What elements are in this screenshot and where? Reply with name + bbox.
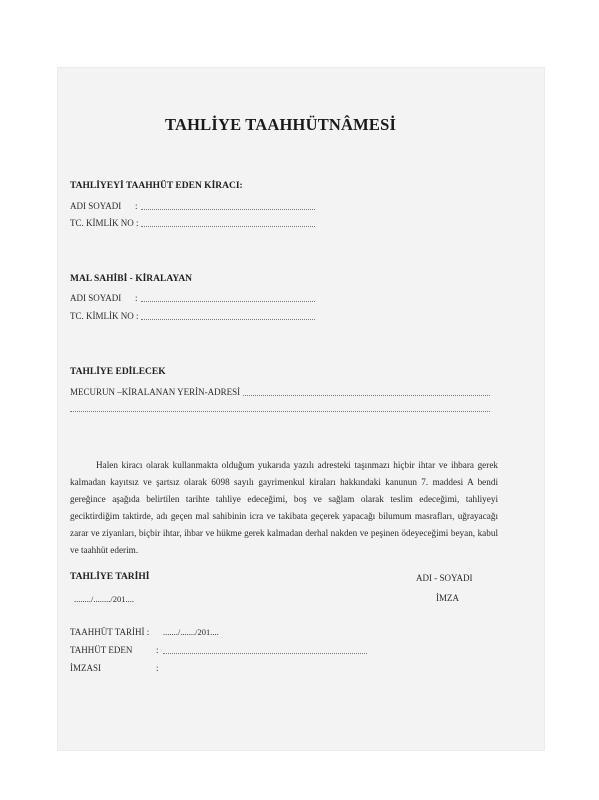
landlord-name-field[interactable] — [141, 301, 315, 302]
committed-by-label: TAHHÜT EDEN — [70, 645, 133, 655]
eviction-date-heading: TAHLİYE TARİHİ — [70, 572, 150, 582]
landlord-id-label: TC. KİMLİK NO : — [70, 311, 139, 321]
committed-by-separator: : — [156, 645, 159, 655]
property-address-field[interactable] — [243, 395, 490, 396]
commitment-date-value[interactable]: ......./......./201.... — [163, 627, 219, 637]
tenant-id-field[interactable] — [141, 226, 315, 227]
commitment-signature-separator: : — [156, 663, 159, 673]
commitment-signature-label: İMZASI — [70, 663, 101, 673]
eviction-name-heading: ADI - SOYADI — [416, 573, 473, 583]
tenant-heading: TAHLİYEYİ TAAHHÜT EDEN KİRACI: — [70, 181, 243, 191]
tenant-name-field[interactable] — [141, 209, 315, 210]
landlord-name-separator: : — [135, 293, 138, 303]
declaration-text: Halen kiracı olarak kullanmakta olduğum yukarıda yazılı adresteki taşınmazı hiçbir ihtar ve ihbara gerek kalmadan kayıtsız ve şartsız olarak 6098 sayılı gayrimenkul kiraları hakkındaki kanunun 7. maddesi A bendi gereğince aşağıda belirtilen tarihte tahliye edeceğimi, boş ve sağlam olarak teslim edeceğimi, tahliyeyi geciktirdiğim taktirde, adı geçen mal sahibinin icra ve takibata geçerek yapacağı bilumum masrafları, uğrayacağı zarar ve ziyanları, biçbir ihtar, ihbar ve hükme gerek kalmadan derhal nakden ve peşinen ödeyeceğimi beyan, kabul ve taahhüt ederim. — [70, 460, 498, 555]
committed-by-field[interactable] — [163, 653, 367, 654]
property-address-label: MECURUN –KİRALANAN YERİN-ADRESİ — [70, 387, 241, 397]
eviction-signature-heading: İMZA — [436, 593, 459, 603]
property-heading: TAHLİYE EDİLECEK — [70, 367, 166, 377]
commitment-date-label: TAAHHÜT TARİHİ : — [70, 627, 150, 637]
tenant-name-separator: : — [135, 201, 138, 211]
tenant-name-label: ADI SOYADI — [70, 201, 122, 211]
landlord-name-label: ADI SOYADI — [70, 293, 122, 303]
landlord-heading: MAL SAHİBİ - KİRALAYAN — [70, 274, 193, 284]
property-address-field-line2[interactable] — [70, 411, 490, 412]
document-title: TAHLİYE TAAHHÜTNÂMESİ — [165, 115, 397, 134]
landlord-id-field[interactable] — [141, 319, 315, 320]
declaration-paragraph — [70, 457, 498, 559]
tenant-id-label: TC. KİMLİK NO : — [70, 218, 139, 228]
eviction-date-value[interactable]: ......../......../201.... — [74, 594, 134, 604]
